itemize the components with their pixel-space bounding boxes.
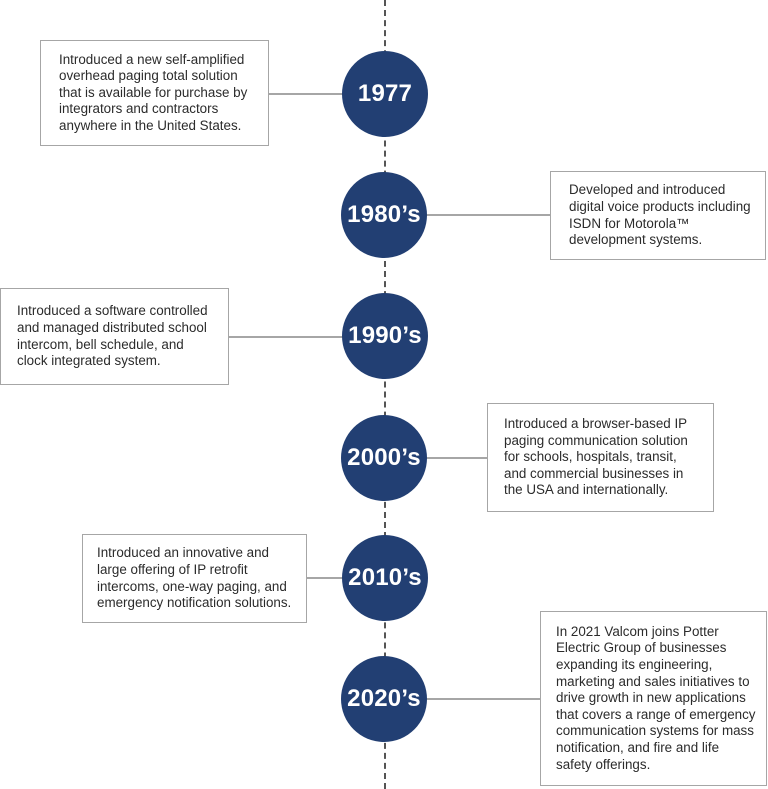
event-description-box	[550, 171, 766, 260]
connector-line	[426, 214, 551, 216]
year-circle	[341, 656, 427, 742]
connector-line	[268, 93, 343, 95]
event-description-box	[82, 534, 307, 623]
event-description: Introduced an innovative and large offering of IP retrofit intercoms, one-way paging, and emergency notification solutions.	[97, 545, 292, 611]
event-description-box	[0, 288, 229, 385]
event-description: Introduced a software controlled and managed distributed school intercom, bell schedule, and clock integrated system.	[17, 303, 208, 369]
connector-line	[426, 698, 541, 700]
year-circle	[341, 172, 427, 258]
connector-line	[426, 457, 488, 459]
year-label: 2000’s	[347, 444, 421, 471]
event-description: Introduced a new self-amplified overhead paging total solution that is available for purchase by integrators and contractors anywhere in the United States.	[59, 51, 248, 133]
year-circle	[342, 535, 428, 621]
year-circle	[342, 293, 428, 379]
year-label: 1990’s	[348, 322, 422, 349]
year-circle	[342, 51, 428, 137]
connector-line	[306, 577, 344, 579]
event-description-box	[40, 40, 269, 146]
year-label: 2020’s	[347, 685, 421, 712]
event-description-box	[487, 403, 714, 512]
event-description: In 2021 Valcom joins Potter Electric Group of businesses expanding its engineering, marketing and sales initiatives to drive growth in new applications that covers a range of emergency communication systems for mass notification, and fire and life safety offerings.	[556, 623, 756, 772]
event-description-box	[540, 611, 767, 786]
year-label: 1980’s	[347, 201, 421, 228]
year-circle	[341, 415, 427, 501]
event-description: Developed and introduced digital voice products including ISDN for Motorola™ development systems.	[569, 182, 751, 248]
connector-line	[228, 336, 344, 338]
year-label: 1977	[357, 80, 413, 107]
year-label: 2010’s	[348, 564, 422, 591]
event-description: Introduced a browser-based IP paging communication solution for schools, hospitals, transit, and commercial businesses in the USA and internationally.	[504, 416, 688, 498]
